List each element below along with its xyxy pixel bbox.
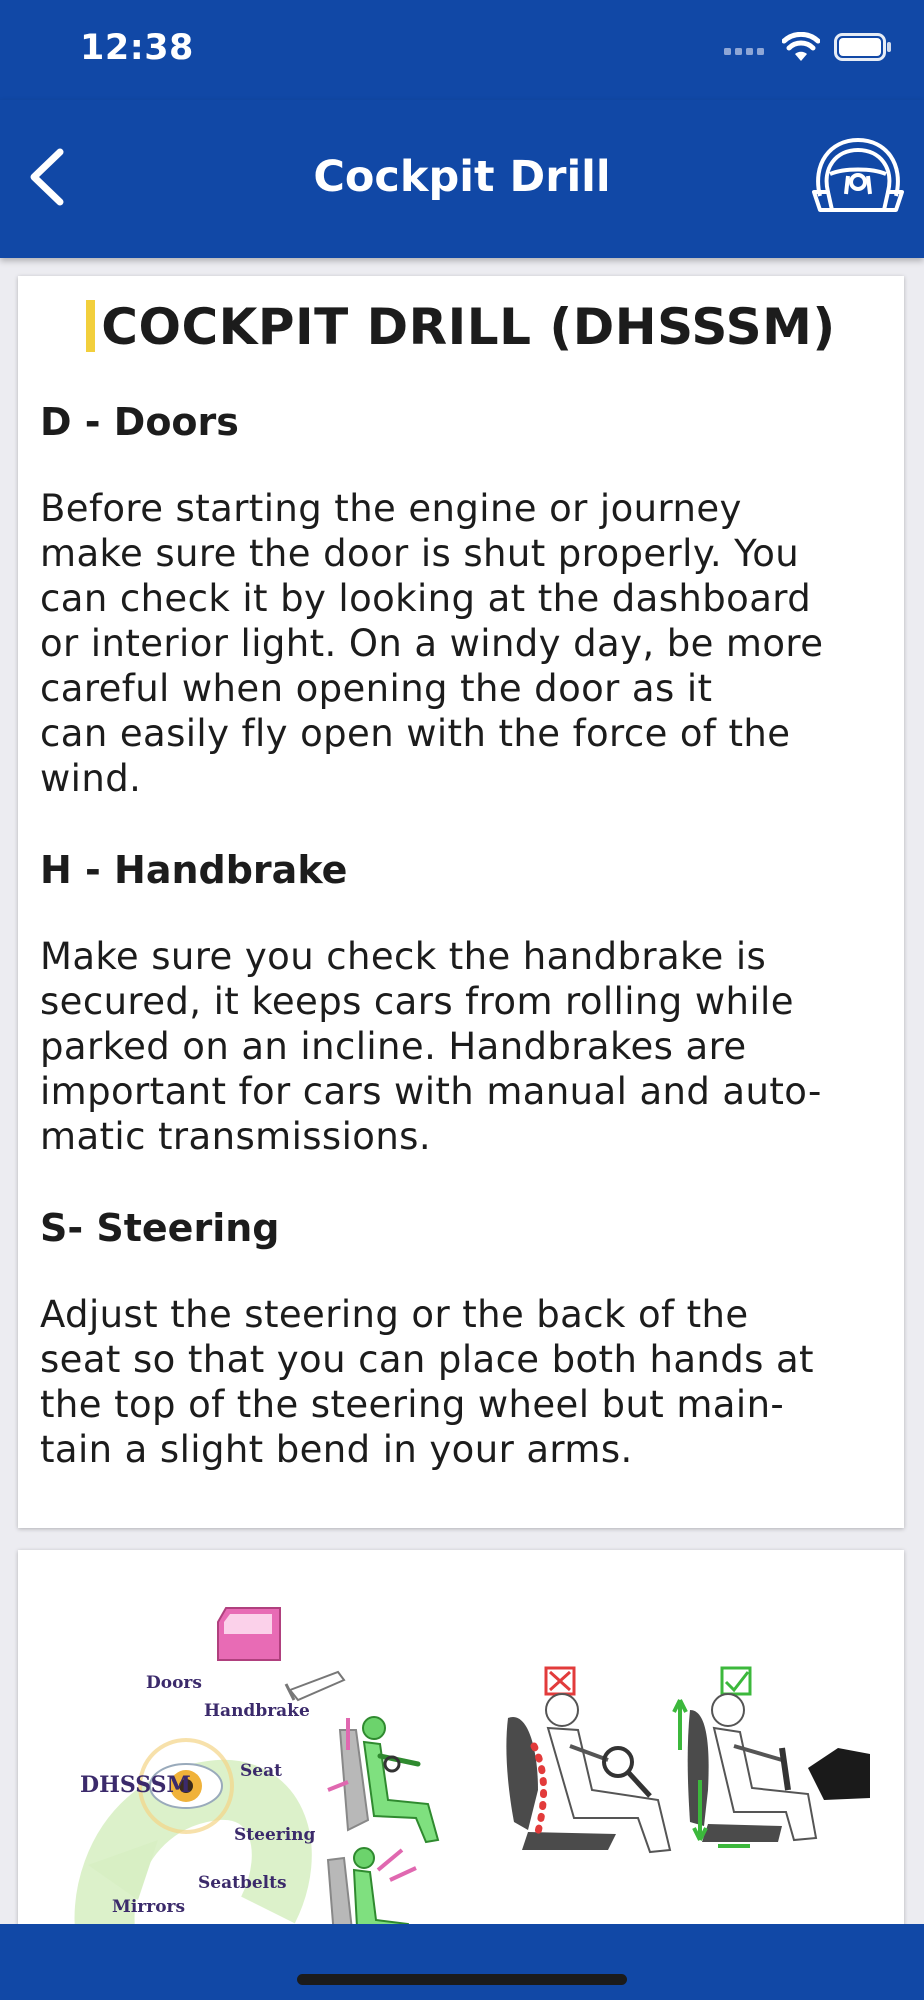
incorrect-posture-figure [506,1668,670,1852]
navigation-bar [0,100,924,258]
title-marker [86,300,95,352]
status-time: 12:38 [80,28,194,68]
diagram-label-handbrake: Handbrake [204,1701,310,1721]
section-heading-handbrake: H - Handbrake [40,848,348,892]
wifi-icon [782,32,820,62]
diagram-label-doors: Doors [146,1673,202,1693]
section-heading-steering: S- Steering [40,1206,280,1250]
text-line: wind. [40,757,142,800]
text-line: Before starting the engine or journey [40,487,742,530]
content-card [18,276,904,1528]
text-line: secured, it keeps cars from rolling while [40,980,794,1023]
text-line: parked on an incline. Handbrakes are [40,1025,747,1068]
diagram-label-steering: Steering [234,1825,316,1845]
diagram-label-seatbelts: Seatbelts [198,1873,287,1893]
text-line: careful when opening the door as it [40,667,713,710]
section-heading-doors: D - Doors [40,400,239,444]
battery-icon [834,33,892,61]
door-icon [218,1608,280,1660]
section-body-handbrake [40,934,890,1159]
handbrake-icon [286,1672,344,1700]
text-line: or interior light. On a windy day, be more [40,622,824,665]
content-title [18,298,904,356]
cellular-signal-icon [724,39,768,55]
text-line: Adjust the steering or the back of the [40,1293,749,1336]
content-title-text: COCKPIT DRILL (DHSSSM) [101,298,836,356]
section-body-steering [40,1292,890,1472]
text-line: can easily fly open with the force of the [40,712,791,755]
steering-wheel-button[interactable] [810,134,906,218]
diagram-label-mirrors: Mirrors [112,1897,186,1917]
text-line: matic transmissions. [40,1115,432,1158]
seat-figure-icon [328,1717,438,1842]
text-line: Make sure you check the handbrake is [40,935,767,978]
section-body-doors [40,486,890,801]
text-line: the top of the steering wheel but main- [40,1383,785,1426]
bottom-bar [0,1924,924,2000]
status-icons [724,32,892,62]
home-indicator[interactable] [297,1974,627,1985]
text-line: important for cars with manual and auto- [40,1070,822,1113]
status-bar [0,0,924,100]
diagram-center-label: DHSSSM [80,1772,191,1798]
text-line: tain a slight bend in your arms. [40,1428,633,1471]
steering-wheel-icon [810,134,906,218]
correct-posture-figure [674,1668,870,1846]
text-line: can check it by looking at the dashboard [40,577,812,620]
diagram-label-seat: Seat [240,1761,282,1781]
page-title: Cockpit Drill [313,152,611,202]
text-line: seat so that you can place both hands at [40,1338,814,1381]
text-line: make sure the door is shut properly. You [40,532,800,575]
